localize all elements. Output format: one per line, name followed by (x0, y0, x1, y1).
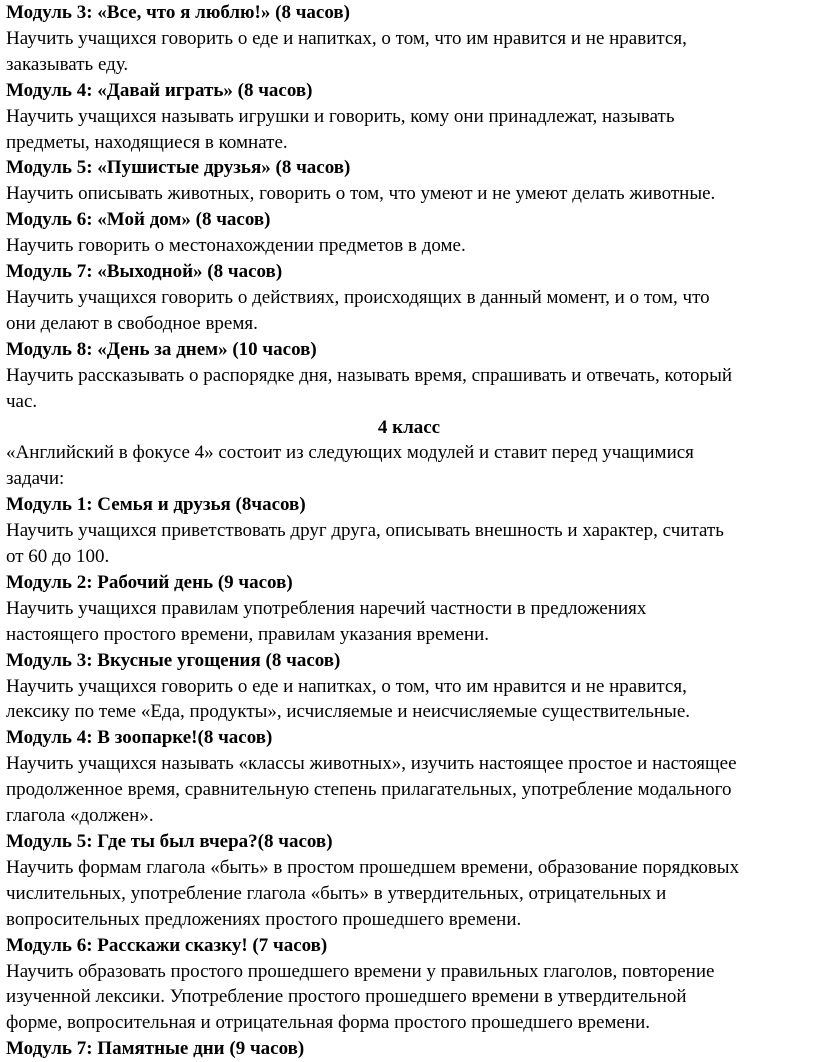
module-heading: Модуль 5: «Пушистые друзья» (8 часов) (6, 157, 351, 179)
grade-title: 4 класс (377, 416, 441, 438)
module-heading: Модуль 8: «День за днем» (10 часов) (6, 338, 317, 360)
module-description: Научить учащихся называть «классы животных», изучить настоящее простое и настоящее продолженное время, сравнительную степень прилагательных, употребление модального глагола «должен». (6, 753, 737, 827)
module-description: Научить учащихся правилам употребления наречий частности в предложениях настоящего простого времени, правилам указания времени. (6, 597, 647, 645)
module-description: Научить учащихся говорить о действиях, происходящих в данный момент, и о том, что они делают в свободное время. (6, 286, 710, 334)
document-page (6, 0, 812, 1062)
module-block (6, 155, 812, 207)
module-heading: Модуль 2: Рабочий день (9 часов) (6, 571, 293, 593)
module-block (6, 1036, 812, 1062)
module-description: Научить говорить о местонахождении предметов в доме. (6, 235, 466, 257)
module-heading: Модуль 6: «Мой дом» (8 часов) (6, 209, 271, 231)
module-heading: Модуль 5: Где ты был вчера?(8 часов) (6, 831, 333, 852)
module-block (6, 0, 812, 78)
module-description: Научить учащихся называть игрушки и говорить, кому они принадлежат, называть предметы, находящиеся в комнате. (6, 105, 675, 153)
module-description: Научить учащихся говорить о еде и напитках, о том, что им нравится и не нравится, лексику по теме «Еда, продукты», исчисляемые и неисчисляемые существительные. (6, 675, 691, 723)
module-heading: Модуль 7: Памятные дни (9 часов) (6, 1038, 305, 1060)
module-description: Научить учащихся приветствовать друг друга, описывать внешность и характер, считать от 60 до 100. (6, 520, 724, 568)
module-heading: Модуль 7: «Выходной» (8 часов) (6, 261, 283, 283)
module-description: Научить образовать простого прошедшего времени у правильных глаголов, повторение изученной лексики. Употребление простого прошедшего времени в утвердительной форме, вопросительная и отрицательная форма простого прошедшего времени. (6, 960, 715, 1034)
module-block (6, 725, 812, 829)
module-block (6, 829, 812, 933)
module-block (6, 933, 812, 1037)
module-block (6, 337, 812, 415)
module-description: Научить учащихся говорить о еде и напитках, о том, что им нравится и не нравится, заказывать еду. (6, 27, 687, 75)
module-block (6, 207, 812, 259)
module-description: Научить формам глагола «быть» в простом прошедшем времени, образование порядковых числительных, употребление глагола «быть» в утвердительных, отрицательных и вопросительных предложениях простого прошедшего времени. (6, 856, 740, 930)
module-heading: Модуль 6: Расскажи сказку! (7 часов) (6, 934, 328, 956)
module-block (6, 78, 812, 156)
module-heading: Модуль 4: В зоопарке!(8 часов) (6, 727, 273, 749)
intro-text: «Английский в фокусе 4» состоит из следующих модулей и ставит перед учащимися задачи: (6, 442, 694, 490)
module-heading: Модуль 3: Вкусные угощения (8 часов) (6, 649, 341, 671)
module-heading: Модуль 3: «Все, что я люблю!» (8 часов) (6, 2, 350, 23)
module-heading: Модуль 4: «Давай играть» (8 часов) (6, 79, 313, 101)
module-heading: Модуль 1: Семья и друзья (8часов) (6, 494, 306, 516)
module-block (6, 570, 812, 648)
module-description: Научить рассказывать о распорядке дня, называть время, спрашивать и отвечать, который час. (6, 364, 733, 412)
module-block (6, 648, 812, 726)
module-description: Научить описывать животных, говорить о том, что умеют и не умеют делать животные. (6, 183, 716, 205)
module-block (6, 492, 812, 570)
module-block (6, 259, 812, 337)
